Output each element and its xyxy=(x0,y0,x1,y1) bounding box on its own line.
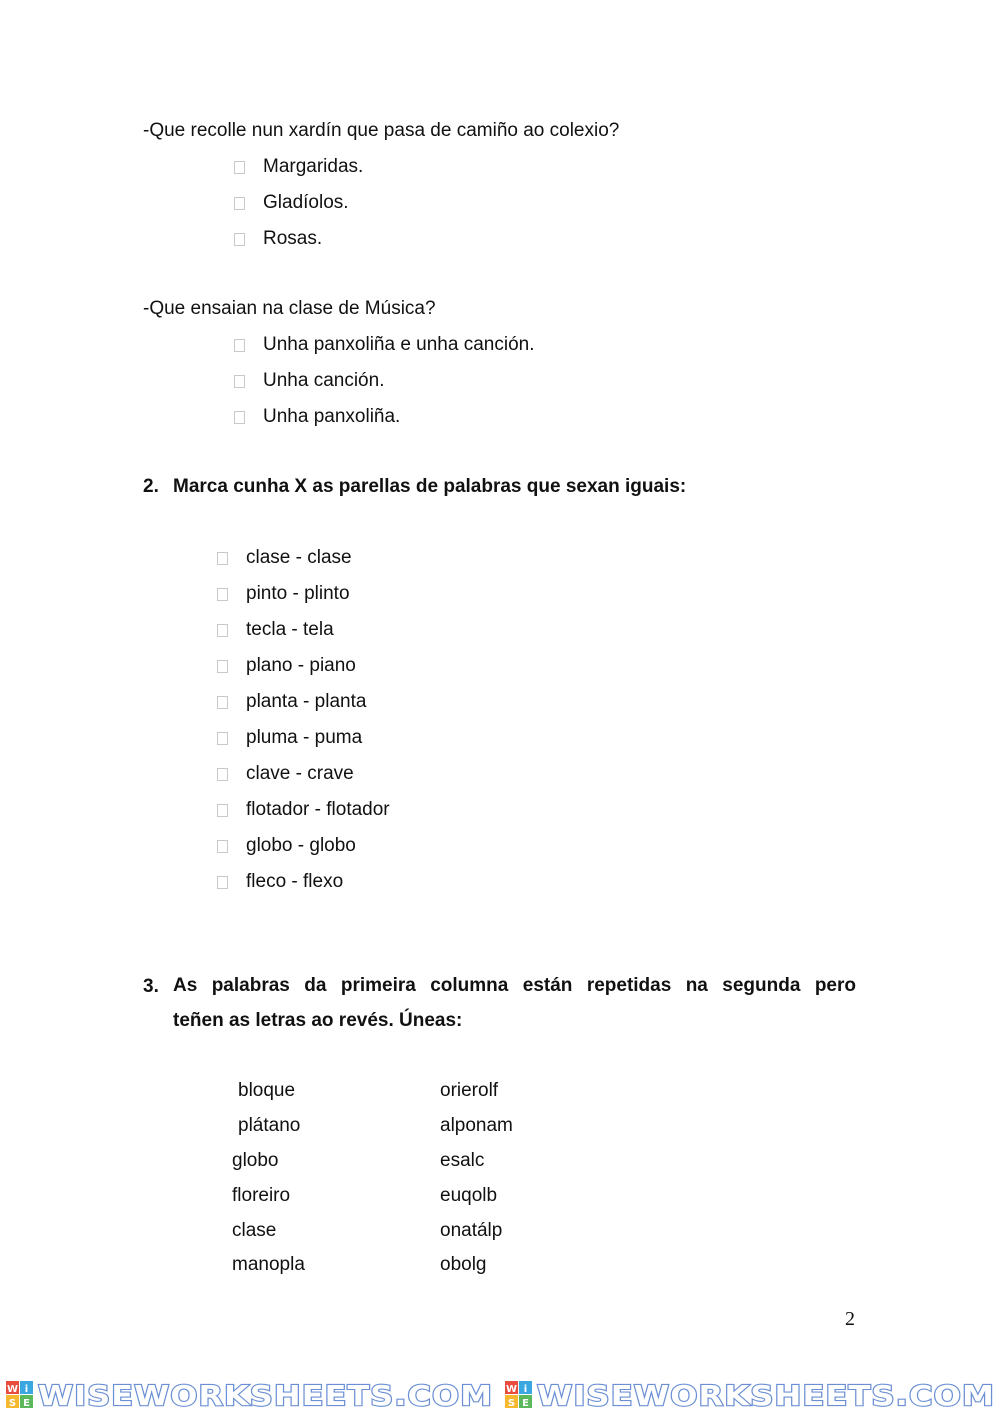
checkbox-pair[interactable] xyxy=(217,840,228,853)
svg-text:W: W xyxy=(505,1384,518,1395)
word-pair: tecla - tela xyxy=(246,619,334,640)
svg-text:S: S xyxy=(8,1398,17,1409)
section3-instruction xyxy=(173,968,856,1038)
right-word[interactable]: alponam xyxy=(440,1115,513,1136)
svg-text:E: E xyxy=(522,1398,529,1409)
wiseworksheets-logo-icon xyxy=(6,1381,33,1409)
checkbox-pair[interactable] xyxy=(217,624,228,637)
question-xardin: -Que recolle nun xardín que pasa de camiño ao colexio? xyxy=(143,120,620,141)
left-word[interactable]: globo xyxy=(232,1150,279,1171)
right-word[interactable]: esalc xyxy=(440,1150,485,1171)
word-pair: globo - globo xyxy=(246,835,356,856)
section2-number: 2. xyxy=(143,476,159,497)
right-word[interactable]: euqolb xyxy=(440,1185,498,1206)
option-rosas: Rosas. xyxy=(263,228,323,249)
svg-text:W: W xyxy=(6,1384,19,1395)
svg-text:S: S xyxy=(507,1398,516,1409)
right-word[interactable]: orierolf xyxy=(440,1080,499,1101)
section2-instruction: Marca cunha X as parellas de palabras que sexan iguais: xyxy=(173,476,687,497)
word-pair: pluma - puma xyxy=(246,727,363,748)
checkbox-rosas[interactable] xyxy=(234,233,245,246)
checkbox-pair[interactable] xyxy=(217,696,228,709)
section3-instruction-line2: teñen as letras ao revés. Úneas: xyxy=(173,1010,463,1031)
right-word[interactable]: obolg xyxy=(440,1254,487,1275)
right-word[interactable]: onatálp xyxy=(440,1220,503,1241)
left-word[interactable]: manopla xyxy=(232,1254,305,1275)
svg-text:i: i xyxy=(24,1384,29,1395)
footer-watermark xyxy=(0,1373,1000,1413)
section3-number: 3. xyxy=(143,976,159,997)
checkbox-pair[interactable] xyxy=(217,660,228,673)
checkbox-pair[interactable] xyxy=(217,804,228,817)
word-pair: clase - clase xyxy=(246,547,352,568)
left-word[interactable]: plátano xyxy=(238,1115,301,1136)
word-pair: plano - piano xyxy=(246,655,356,676)
checkbox-pair[interactable] xyxy=(217,732,228,745)
question-musica: -Que ensaian na clase de Música? xyxy=(143,298,436,319)
option-gladiolos: Gladíolos. xyxy=(263,192,349,213)
checkbox-margaridas[interactable] xyxy=(234,161,245,174)
wiseworksheets-logo-icon xyxy=(505,1381,532,1409)
word-pair: fleco - flexo xyxy=(246,871,344,892)
section3-instruction-line1: As palabras da primeira columna están repetidas na segunda pero xyxy=(173,975,856,996)
option-panxolina-cancion: Unha panxoliña e unha canción. xyxy=(263,334,535,355)
checkbox-cancion[interactable] xyxy=(234,375,245,388)
checkbox-pair[interactable] xyxy=(217,876,228,889)
checkbox-gladiolos[interactable] xyxy=(234,197,245,210)
option-margaridas: Margaridas. xyxy=(263,156,364,177)
checkbox-pair[interactable] xyxy=(217,552,228,565)
left-word[interactable]: floreiro xyxy=(232,1185,291,1206)
word-pair: planta - planta xyxy=(246,691,367,712)
left-word[interactable]: bloque xyxy=(238,1080,296,1101)
word-pair: pinto - plinto xyxy=(246,583,350,604)
checkbox-panxolina-cancion[interactable] xyxy=(234,339,245,352)
svg-text:i: i xyxy=(523,1384,528,1395)
watermark-text: WISEWORKSHEETS.COM xyxy=(38,1379,493,1412)
page-number: 2 xyxy=(845,1308,855,1330)
checkbox-panxolina[interactable] xyxy=(234,411,245,424)
checkbox-pair[interactable] xyxy=(217,768,228,781)
checkbox-pair[interactable] xyxy=(217,588,228,601)
word-pair: clave - crave xyxy=(246,763,354,784)
watermark-text: WISEWORKSHEETS.COM xyxy=(537,1379,995,1412)
word-pair: flotador - flotador xyxy=(246,799,390,820)
left-word[interactable]: clase xyxy=(232,1220,277,1241)
option-cancion: Unha canción. xyxy=(263,370,385,391)
option-panxolina: Unha panxoliña. xyxy=(263,406,401,427)
svg-text:E: E xyxy=(23,1398,30,1409)
